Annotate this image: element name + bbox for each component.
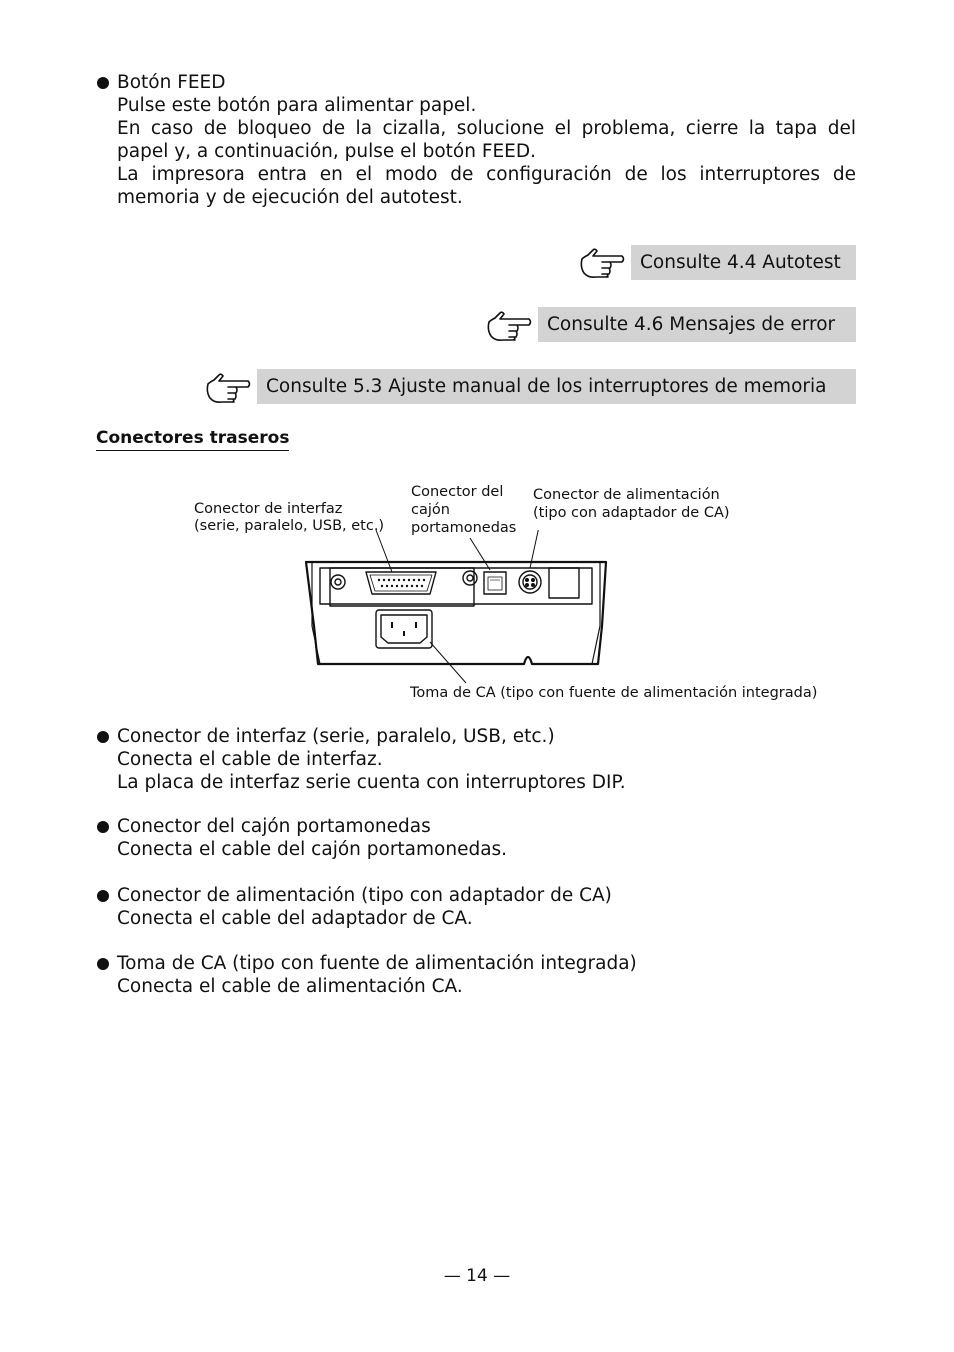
item-title: Toma de CA (tipo con fuente de alimentación integrada) <box>117 953 637 974</box>
bullet-icon <box>97 821 109 833</box>
label-ac-inlet: Toma de CA (tipo con fuente de alimentación integrada) <box>410 685 818 701</box>
label-interface-1: Conector de interfaz <box>194 501 343 517</box>
reference-error-messages[interactable]: Consulte 4.6 Mensajes de error <box>538 307 856 342</box>
reference-memory-switches[interactable]: Consulte 5.3 Ajuste manual de los interruptores de memoria <box>257 369 856 404</box>
rear-connectors-diagram <box>290 530 630 690</box>
item-title: Conector de alimentación (tipo con adaptador de CA) <box>117 885 612 906</box>
bullet-icon <box>97 958 109 970</box>
item-title: Conector del cajón portamonedas <box>117 816 431 837</box>
label-interface-2: (serie, paralelo, USB, etc.) <box>194 518 385 534</box>
item-line: Conecta el cable de interfaz. <box>117 749 383 770</box>
feed-line-3b: memoria y de ejecución del autotest. <box>117 187 463 208</box>
item-title: Conector de interfaz (serie, paralelo, USB, etc.) <box>117 726 555 747</box>
feed-line-2b: papel y, a continuación, pulse el botón FEED. <box>117 141 536 162</box>
label-power-1: Conector de alimentación <box>533 487 720 503</box>
item-line: Conecta el cable del cajón portamonedas. <box>117 839 508 860</box>
label-drawer-3: portamonedas <box>411 520 517 536</box>
feed-line-1: Pulse este botón para alimentar papel. <box>117 95 477 116</box>
item-line: Conecta el cable de alimentación CA. <box>117 976 463 997</box>
feed-title: Botón FEED <box>117 72 226 93</box>
item-line: Conecta el cable del adaptador de CA. <box>117 908 473 929</box>
label-power-2: (tipo con adaptador de CA) <box>533 505 730 521</box>
bullet-icon <box>97 890 109 902</box>
feed-line-2a: En caso de bloqueo de la cizalla, solucione el problema, cierre la tapa del <box>117 118 856 139</box>
reference-autotest[interactable]: Consulte 4.4 Autotest <box>631 245 856 280</box>
item-line: La placa de interfaz serie cuenta con interruptores DIP. <box>117 772 626 793</box>
section-title: Conectores traseros <box>96 427 289 451</box>
page-number: — 14 — <box>443 1266 511 1286</box>
feed-line-3a: La impresora entra en el modo de configuración de los interruptores de <box>117 164 856 185</box>
pointing-hand-icon <box>578 245 626 279</box>
pointing-hand-icon <box>204 370 252 404</box>
pointing-hand-icon <box>485 308 533 342</box>
label-drawer-1: Conector del <box>411 484 504 500</box>
bullet-icon <box>97 77 109 89</box>
bullet-icon <box>97 731 109 743</box>
label-drawer-2: cajón <box>411 502 450 518</box>
